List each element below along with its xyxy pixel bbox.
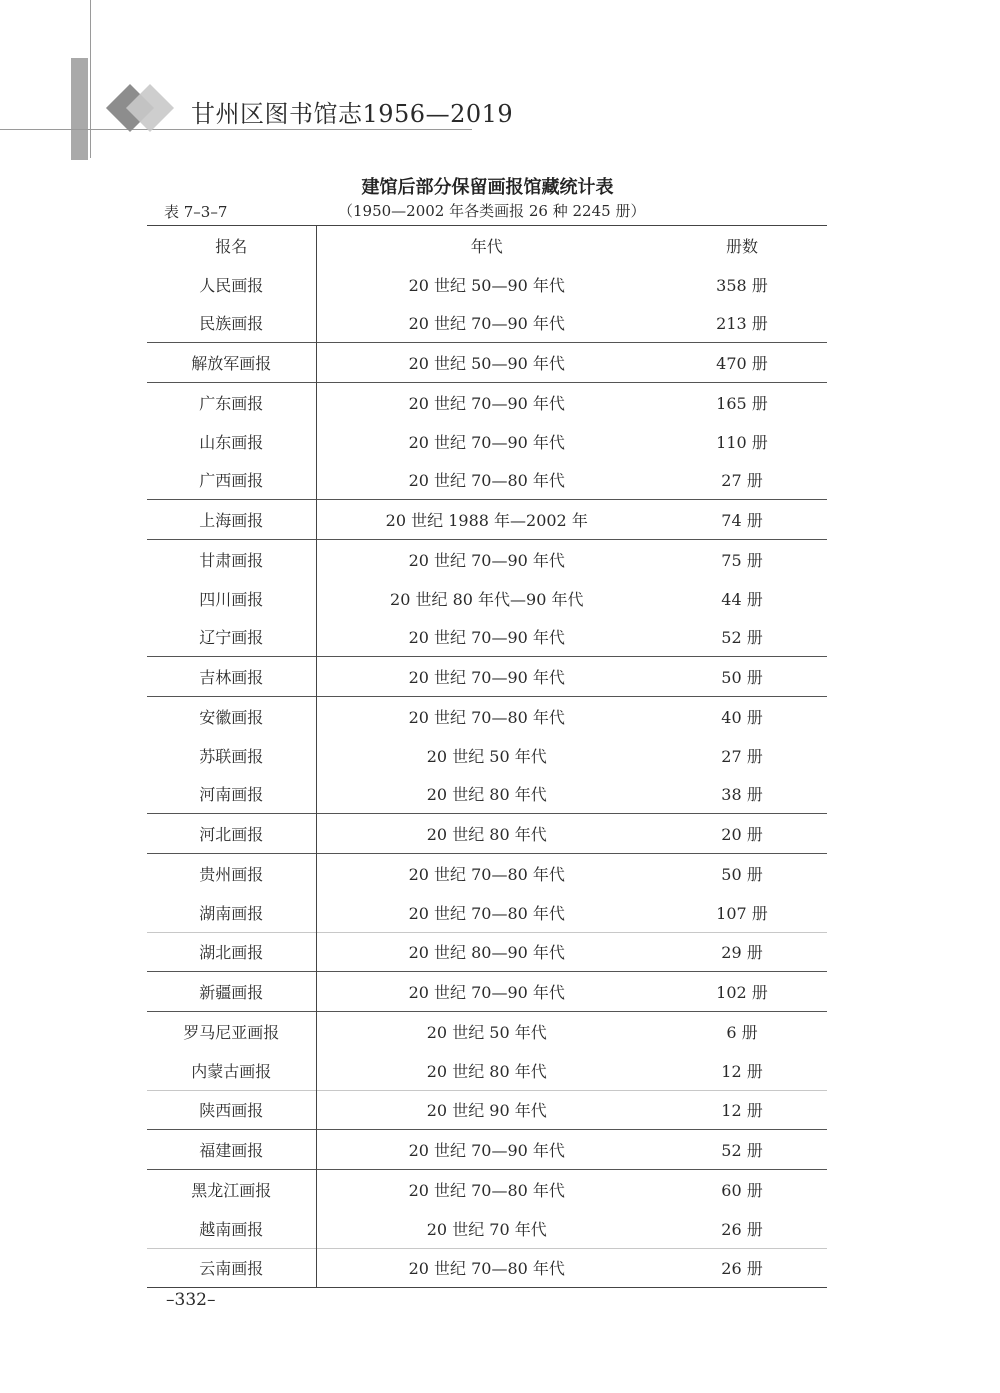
cell-count: 40 册 (657, 697, 827, 736)
cell-name: 贵州画报 (147, 854, 316, 893)
cell-name: 民族画报 (147, 304, 316, 343)
cell-count: 38 册 (721, 785, 763, 805)
cell-era: 20 世纪 70—90 年代 (408, 628, 565, 648)
cell-count: 213 册 (716, 314, 768, 334)
cell-count: 60 册 (657, 1170, 827, 1209)
cell-name: 河北画报 (147, 814, 316, 854)
cell-era: 20 世纪 70—90 年代 (316, 1130, 657, 1170)
cell-era: 20 世纪 90 年代 (316, 1090, 657, 1130)
table-title: 建馆后部分保留画报馆藏统计表 (361, 177, 614, 198)
table-row (147, 540, 827, 579)
table-row (147, 972, 827, 1012)
header-horizontal-rule (0, 129, 472, 130)
table-row (147, 343, 827, 383)
table-row (147, 1170, 827, 1209)
cell-count: 44 册 (721, 589, 763, 609)
column-header-count: 册数 (725, 236, 758, 256)
header-gray-bar (71, 58, 88, 160)
cell-name: 人民画报 (147, 265, 316, 304)
cell-era: 20 世纪 70—90 年代 (316, 972, 657, 1012)
cell-era: 20 世纪 80 年代—90 年代 (390, 589, 584, 609)
table-row (147, 1012, 827, 1051)
table-row (147, 265, 827, 304)
table-row (147, 854, 827, 893)
table-row (147, 893, 827, 932)
cell-era: 20 世纪 80 年代 (426, 785, 547, 805)
cell-name: 河南画报 (147, 775, 316, 814)
cell-name: 上海画报 (147, 500, 316, 540)
cell-count: 6 册 (657, 1012, 827, 1051)
cell-era: 20 世纪 70—90 年代 (316, 383, 657, 422)
table-row (147, 500, 827, 540)
table-row (147, 618, 827, 657)
cell-count: 75 册 (657, 540, 827, 579)
cell-era: 20 世纪 70—90 年代 (316, 540, 657, 579)
table-row (147, 383, 827, 422)
cell-name: 甘肃画报 (147, 540, 316, 579)
header-vertical-rule (90, 0, 91, 158)
cell-name: 广西画报 (147, 461, 316, 500)
cell-era: 20 世纪 70—80 年代 (316, 1170, 657, 1209)
table-row (147, 1209, 827, 1248)
cell-era: 20 世纪 80—90 年代 (316, 932, 657, 972)
cell-name: 广东画报 (147, 383, 316, 422)
cell-name: 解放军画报 (147, 343, 316, 383)
table-row (147, 775, 827, 814)
table-row (147, 1051, 827, 1090)
cell-era: 20 世纪 70—90 年代 (316, 657, 657, 697)
cell-name: 辽宁画报 (147, 618, 316, 657)
cell-name: 吉林画报 (147, 657, 316, 697)
pictorial-holdings-table (147, 225, 827, 1288)
cell-count: 165 册 (657, 383, 827, 422)
cell-count: 52 册 (657, 1130, 827, 1170)
cell-count: 29 册 (657, 932, 827, 972)
table-row (147, 932, 827, 972)
cell-name: 内蒙古画报 (147, 1051, 316, 1090)
cell-count: 102 册 (657, 972, 827, 1012)
cell-name: 罗马尼亚画报 (147, 1012, 316, 1051)
cell-count: 20 册 (657, 814, 827, 854)
table-header-row (147, 226, 827, 265)
cell-era: 20 世纪 70—90 年代 (408, 314, 565, 334)
table-number: 表 7–3–7 (164, 203, 228, 221)
table-row (147, 461, 827, 500)
table-subtitle: （1950—2002 年各类画报 26 种 2245 册） (338, 202, 646, 220)
column-header-name: 报名 (147, 226, 316, 265)
cell-count: 110 册 (716, 432, 768, 452)
cell-era: 20 世纪 80 年代 (316, 814, 657, 854)
cell-era: 20 世纪 70—90 年代 (408, 432, 565, 452)
cell-count: 26 册 (657, 1248, 827, 1288)
cell-era: 20 世纪 80 年代 (426, 1061, 547, 1081)
cell-era: 20 世纪 70—80 年代 (316, 697, 657, 736)
cell-name: 安徽画报 (147, 697, 316, 736)
cell-name: 越南画报 (147, 1209, 316, 1248)
cell-era: 20 世纪 50—90 年代 (316, 343, 657, 383)
cell-name: 湖南画报 (147, 893, 316, 932)
cell-count: 26 册 (721, 1219, 763, 1239)
cell-name: 四川画报 (147, 579, 316, 618)
cell-count: 470 册 (657, 343, 827, 383)
cell-count: 12 册 (721, 1061, 763, 1081)
table-row (147, 304, 827, 343)
cell-count: 27 册 (721, 471, 763, 491)
cell-count: 358 册 (716, 275, 768, 295)
table-row (147, 697, 827, 736)
cell-era: 20 世纪 70—80 年代 (408, 903, 565, 923)
cell-era: 20 世纪 70—80 年代 (316, 1248, 657, 1288)
table-row (147, 579, 827, 618)
running-header-title: 甘州区图书馆志1956—2019 (191, 100, 514, 128)
cell-era: 20 世纪 50 年代 (426, 746, 547, 766)
table-row (147, 422, 827, 461)
cell-name: 湖北画报 (147, 932, 316, 972)
cell-count: 50 册 (657, 854, 827, 893)
table-row (147, 1090, 827, 1130)
cell-count: 12 册 (657, 1090, 827, 1130)
cell-era: 20 世纪 70—80 年代 (316, 854, 657, 893)
cell-era: 20 世纪 70—80 年代 (408, 471, 565, 491)
cell-count: 27 册 (721, 746, 763, 766)
cell-count: 107 册 (716, 903, 768, 923)
cell-name: 陕西画报 (147, 1090, 316, 1130)
table-row (147, 1248, 827, 1288)
cell-name: 黑龙江画报 (147, 1170, 316, 1209)
cell-count: 74 册 (657, 500, 827, 540)
column-header-era: 年代 (470, 236, 503, 256)
cell-name: 山东画报 (147, 422, 316, 461)
cell-era: 20 世纪 50—90 年代 (408, 275, 565, 295)
cell-count: 52 册 (721, 628, 763, 648)
cell-era: 20 世纪 70 年代 (426, 1219, 547, 1239)
table-row (147, 657, 827, 697)
cell-era: 20 世纪 50 年代 (316, 1012, 657, 1051)
cell-name: 新疆画报 (147, 972, 316, 1012)
table-row (147, 736, 827, 775)
table-row (147, 1130, 827, 1170)
cell-name: 福建画报 (147, 1130, 316, 1170)
cell-name: 苏联画报 (147, 736, 316, 775)
cell-era: 20 世纪 1988 年—2002 年 (316, 500, 657, 540)
page-number: –332– (166, 1290, 216, 1310)
cell-name: 云南画报 (147, 1248, 316, 1288)
cell-count: 50 册 (657, 657, 827, 697)
table-row (147, 814, 827, 854)
